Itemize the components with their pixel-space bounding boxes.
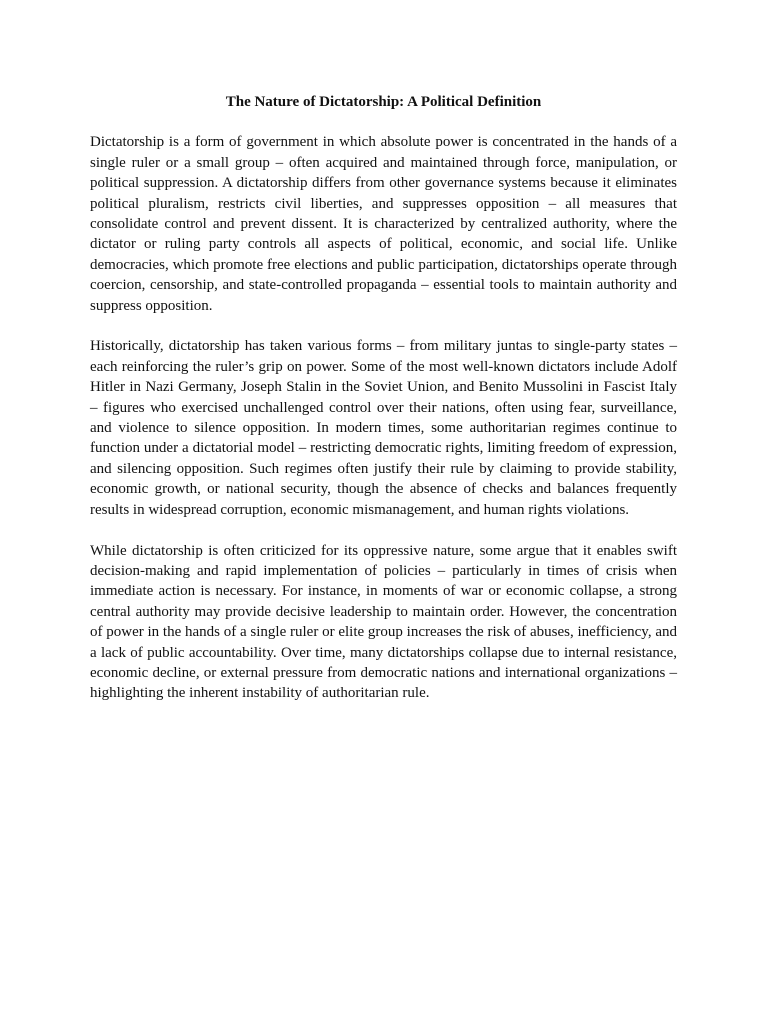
document-body	[90, 92, 677, 724]
paragraph-2: Historically, dictatorship has taken various forms – from military juntas to single-party states – each reinforcing the ruler’s grip on power. Some of the most well-known dictators include Adolf Hitler in Nazi Germany, Joseph Stalin in the Soviet Union, and Benito Mussolini in Fascist Italy – figures who exercised unchallenged control over their nations, often using fear, surveillance, and violence to silence opposition. In modern times, some authoritarian regimes continue to function under a dictatorial model – restricting democratic rights, limiting freedom of expression, and silencing opposition. Such regimes often justify their rule by claiming to provide stability, economic growth, or national security, though the absence of checks and balances frequently results in widespread corruption, economic mismanagement, and human rights violations.	[90, 338, 677, 518]
document-title: The Nature of Dictatorship: A Political Definition	[225, 94, 542, 110]
paragraph-3: While dictatorship is often criticized for its oppressive nature, some argue that it enables swift decision-making and rapid implementation of policies – particularly in times of crisis when immediate action is necessary. For instance, in moments of war or economic collapse, a strong central authority may provide decisive leadership to maintain order. However, the concentration of power in the hands of a single ruler or elite group increases the risk of abuses, inefficiency, and a lack of public accountability. Over time, many dictatorships collapse due to internal resistance, economic decline, or external pressure from democratic nations and international organizations – highlighting the inherent instability of authoritarian rule.	[90, 542, 677, 702]
paragraph-1: Dictatorship is a form of government in which absolute power is concentrated in the hands of a single ruler or a small group – often acquired and maintained through force, manipulation, or political suppression. A dictatorship differs from other governance systems because it eliminates political pluralism, restricts civil liberties, and suppresses opposition – all measures that consolidate control and prevent dissent. It is characterized by centralized authority, where the dictator or ruling party controls all aspects of political, economic, and social life. Unlike democracies, which promote free elections and public participation, dictatorships operate through coercion, censorship, and state-controlled propaganda – essential tools to maintain authority and suppress opposition.	[90, 134, 677, 314]
